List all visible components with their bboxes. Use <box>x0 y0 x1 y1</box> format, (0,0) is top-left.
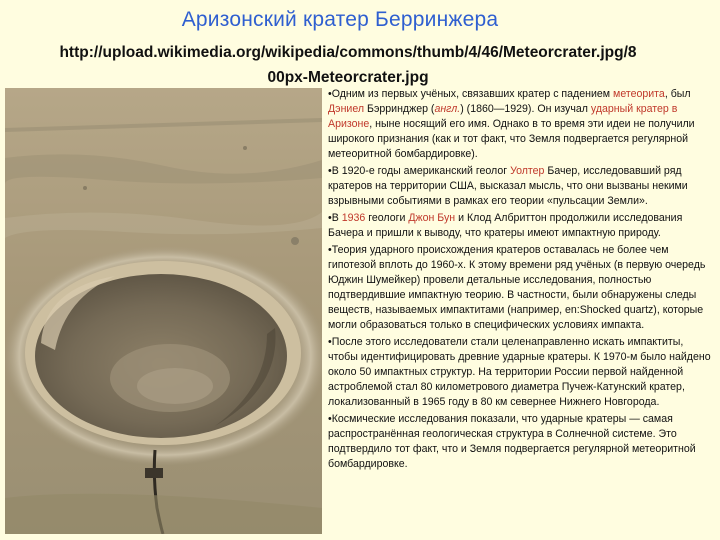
link-text[interactable]: Джон Бун <box>408 212 456 224</box>
paragraph-6 <box>328 412 714 472</box>
paragraph-text: ) (1860—1929). Он изучал <box>460 103 591 115</box>
link-text[interactable]: ударный кратер в Аризоне <box>328 103 678 130</box>
paragraph-text: , ныне носящий его имя. Однако в то время эти идеи не получили широкого признания (как и тот факт, что Земля подвергается регулярной метеоритной бомбардировке). <box>328 118 695 160</box>
paragraph-1 <box>328 87 714 162</box>
link-text[interactable]: Уолтер <box>510 165 545 177</box>
paragraph-text: , был <box>664 88 691 100</box>
paragraph-5 <box>328 335 714 410</box>
paragraph-3 <box>328 211 714 241</box>
image-url <box>0 40 696 90</box>
slide-title: Аризонский кратер Берринжера <box>181 8 499 31</box>
link-text[interactable]: англ. <box>434 103 461 115</box>
paragraph-text: •Космические исследования показали, что ударные кратеры — самая распространённая геологическая структура в Солнечной системе. Это подтвердило тот факт, что и Земля подвергается регулярной метеоритной бомбардировке. <box>328 413 696 470</box>
paragraph-text: •После этого исследователи стали целенаправленно искать импактиты, чтобы идентифицировать древние ударные кратеры. К 1970-м было найдено около 50 импактных структур. На территории России первой найденной астроблемой стал 80 километрового диаметра Пучеж-Катунский кратер, локализованный в 1965 году в 80 км севернее Нижнего Новгорода. <box>328 336 711 408</box>
image-url-line-2: 00px-Meteorcrater.jpg <box>267 69 429 86</box>
link-text[interactable]: 1936 <box>341 212 366 224</box>
body-text <box>328 87 714 474</box>
paragraph-text: Бачер, исследовавший ряд кратеров на территории США, высказал мысль, что они вызваны некими взрывными событиями в рамках его теории «пульсации Земли». <box>328 165 688 207</box>
crater-photo <box>5 88 322 534</box>
paragraph-text: •В 1920-е годы американский геолог <box>328 165 511 177</box>
paragraph-text: •Одним из первых учёных, связавших кратер с падением <box>328 88 614 100</box>
paragraph-4 <box>328 243 714 333</box>
link-text[interactable]: Дэниел <box>328 103 365 115</box>
image-url-line-1: http://upload.wikimedia.org/wikipedia/commons/thumb/4/46/Meteorcrater.jpg/8 <box>59 44 637 61</box>
link-text[interactable]: метеорита <box>613 88 665 100</box>
paragraph-text: геологи <box>365 212 409 224</box>
paragraph-text: и Клод Албриттон продолжили исследования Бачера и пришли к выводу, что кратеры имеют импактную природу. <box>328 212 683 239</box>
paragraph-2 <box>328 164 714 209</box>
paragraph-text: •Теория ударного происхождения кратеров оставалась не более чем гипотезой вплоть до 1960-х. К этому времени ряд учёных (в первую очередь Юджин Шумейкер) провели детальные исследования, полностью подтвердившие импактную теорию. В частности, были обнаружены следы веществ, называемых импактитами (например, en:Shocked quartz), которые могли образоваться только в специфических условиях импакта. <box>328 244 706 331</box>
paragraph-text: Бэрринджер ( <box>364 103 435 115</box>
paragraph-text: •В <box>328 212 342 224</box>
